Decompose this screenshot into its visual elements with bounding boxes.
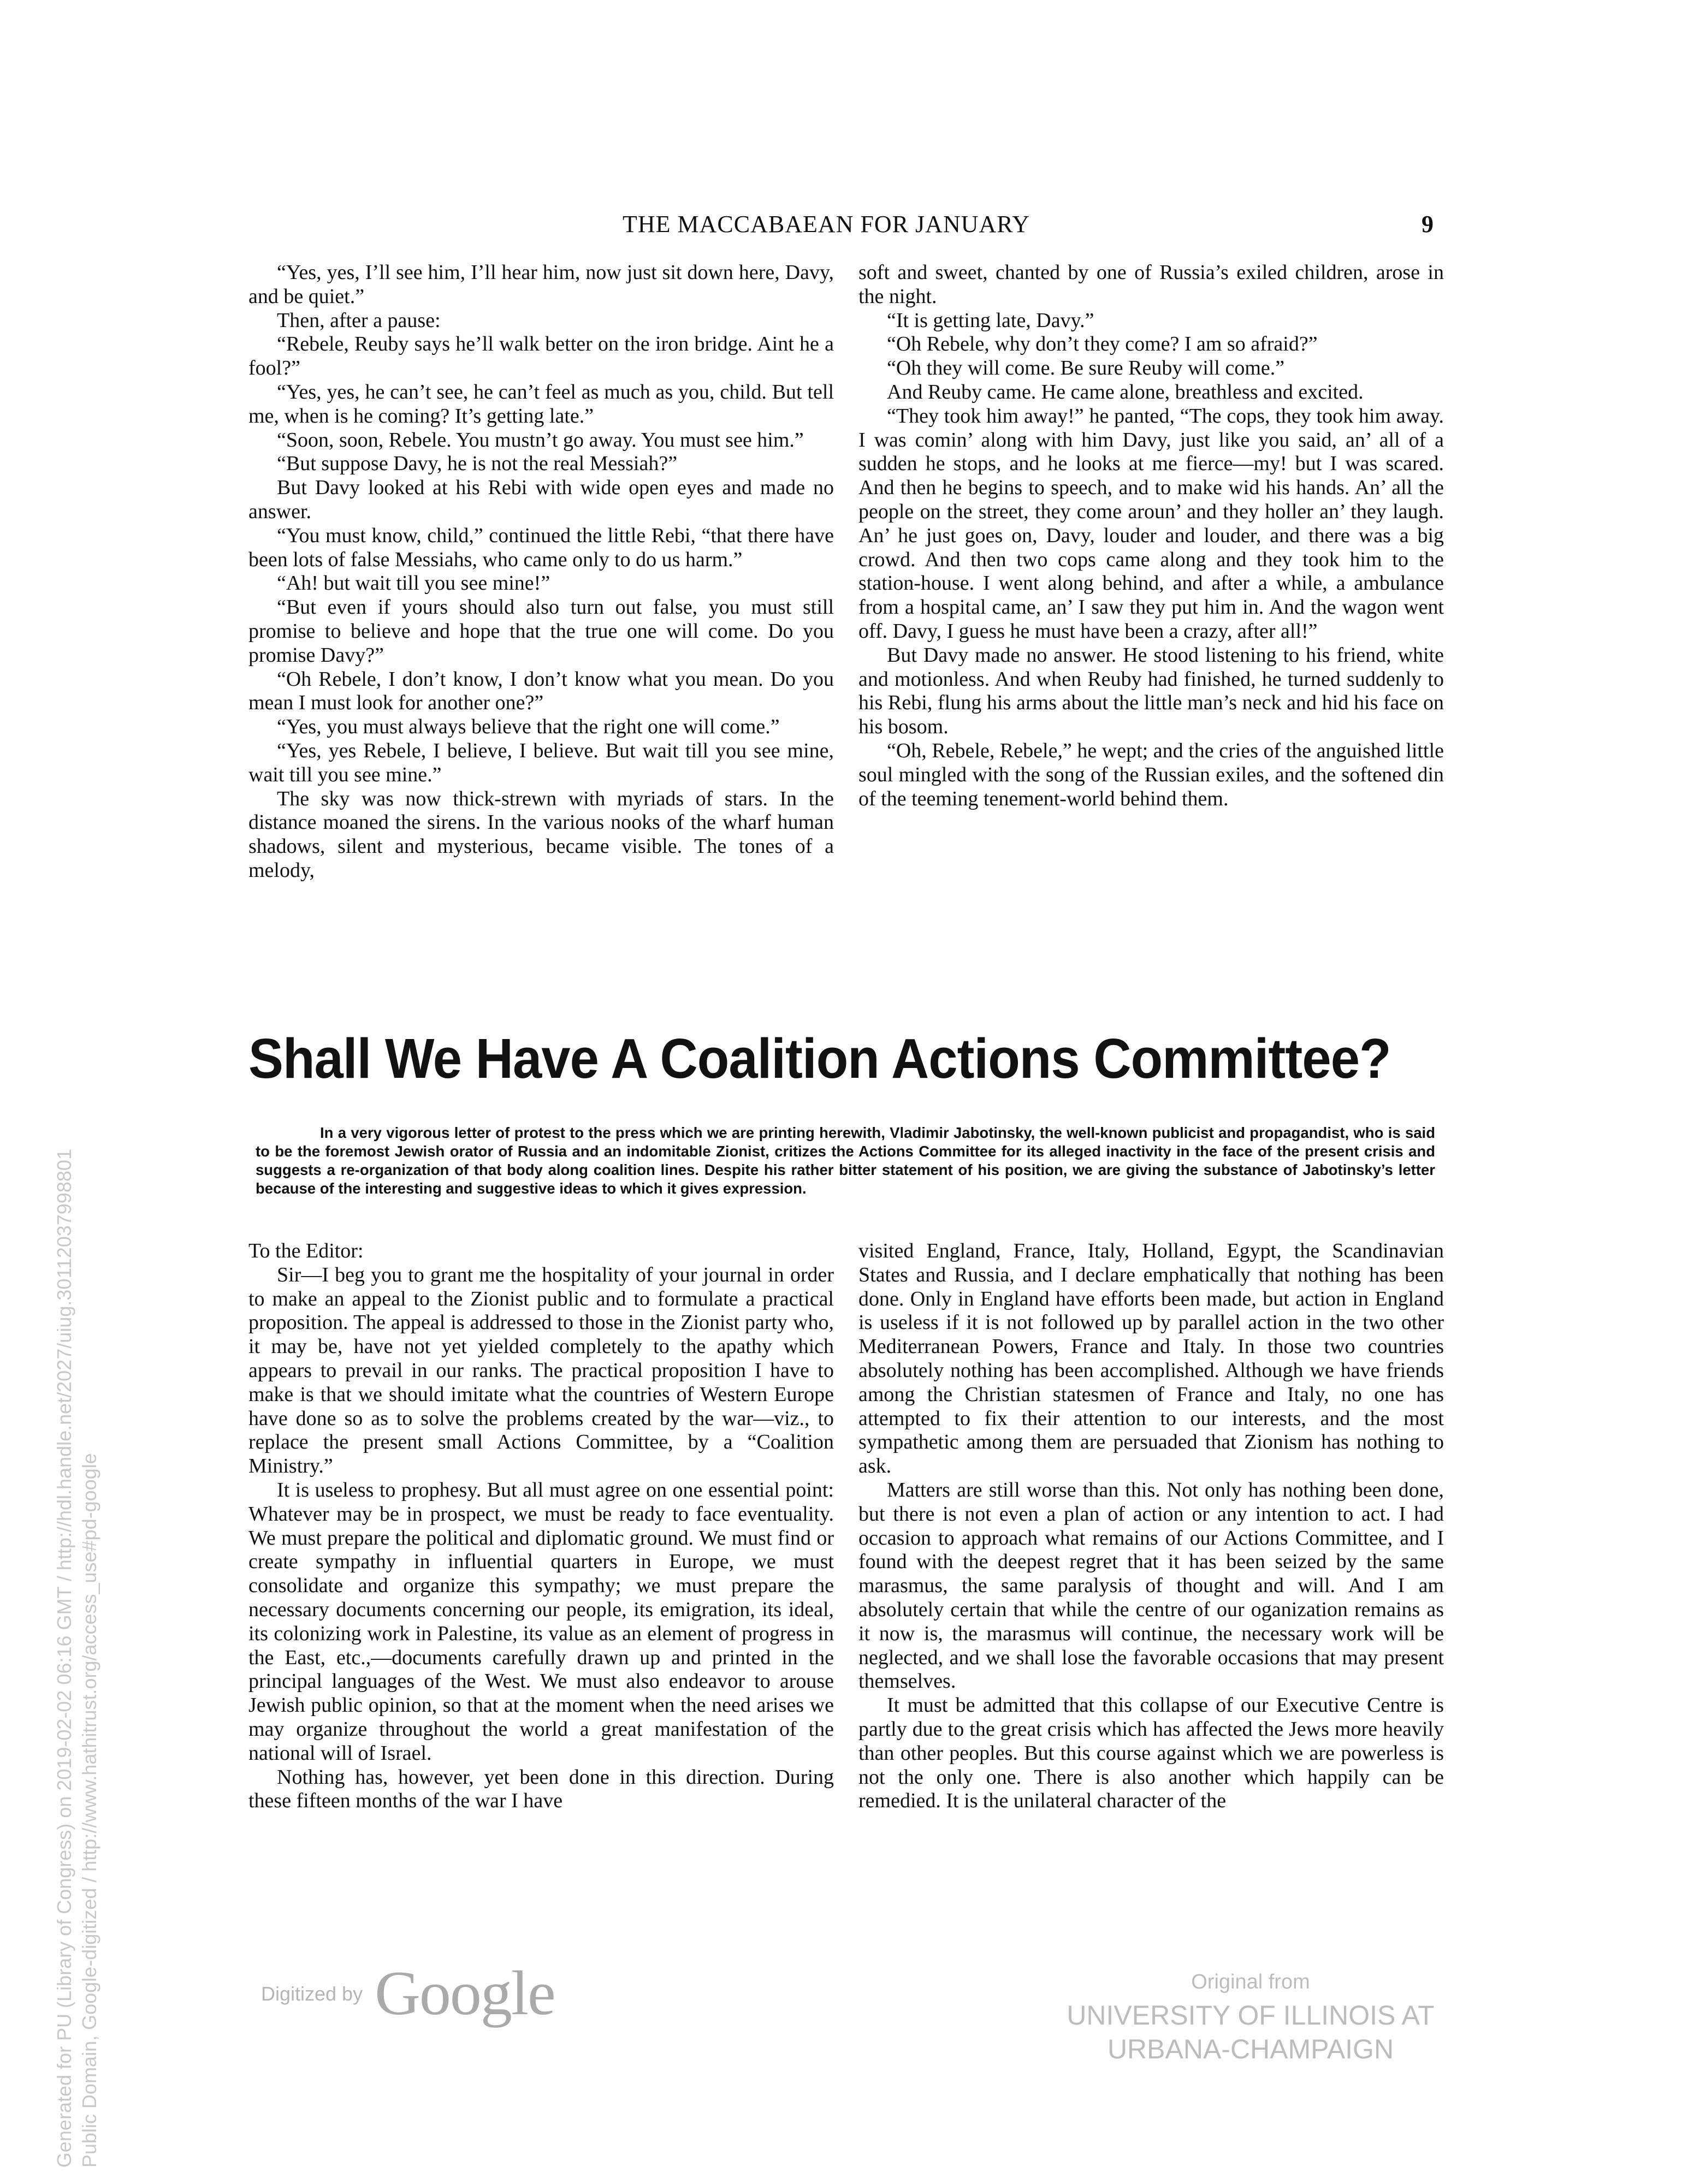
story-paragraph: “Yes, yes Rebele, I believe, I believe. But wait till you see mine, wait till you see mine.” [248, 739, 834, 786]
margin-note-line: Generated for PU (Library of Congress) on 2019-02-02 06:16 GMT / http://hdl.handle.net/2027/uiug.30112037998801 [53, 1149, 75, 2168]
story-paragraph: “Oh they will come. Be sure Reuby will come.” [887, 357, 1285, 380]
story-paragraph: “It is getting late, Davy.” [887, 308, 1094, 332]
digitized-by-stamp [261, 1957, 555, 2030]
original-from-stamp [1054, 1966, 1447, 2066]
story-paragraph: “But even if yours should also turn out false, you must still promise to believe and hope that the true one will come. Do you promise Davy?” [248, 596, 834, 667]
story-paragraph: The sky was now thick-strewn with myriads of stars. In the distance moaned the sirens. In the various nooks of the wharf human shadows, silent and mysterious, became visible. The tones of a melody, [248, 787, 834, 882]
story-paragraph: And Reuby came. He came alone, breathless and excited. [887, 380, 1364, 403]
story-paragraph: “Oh, Rebele, Rebele,” he wept; and the cries of the anguished little soul mingled with the song of the Russian exiles, and the softened din of the teeming tenement-world behind them. [858, 739, 1444, 810]
story-paragraph: But Davy looked at his Rebi with wide open eyes and made no answer. [248, 476, 834, 523]
story-paragraph: “They took him away!” he panted, “The cops, they took him away. I was comin’ along with him Davy, just like you said, an’ all of a sudden he stops, and he looks at me fierce—my! but I was scared. And then he begins to speech, and to make wid his hands. An’ all the people on the street, they come aroun’ and they holler an’ they laugh. An’ he just goes on, Davy, louder and louder, and there was a big crowd. And then two cops came along and they took him to the station-house. I went along behind, and after a while, a ambulance from a hospital came, an’ I saw they put him in. And the wagon went off. Davy, I guess he must have been a crazy, after all!” [858, 404, 1444, 643]
story-paragraph: “But suppose Davy, he is not the real Messiah?” [277, 452, 678, 476]
running-title: THE MACCABAEAN FOR JANUARY [623, 211, 1030, 238]
digitized-by-label: Digitized by [261, 1982, 363, 2005]
letter-paragraph: Nothing has, however, yet been done in this direction. During these fifteen months of the war I have [248, 1765, 834, 1813]
hathitrust-margin-note [52, 1149, 102, 2168]
story-paragraph: “Yes, yes, I’ll see him, I’ll hear him, now just sit down here, Davy, and be quiet.” [248, 261, 834, 308]
institution-name-line: URBANA-CHAMPAIGN [1107, 2034, 1394, 2064]
margin-note-line: Public Domain, Google-digitized / http://www.hathitrust.org/access_use#pd-google [78, 1453, 100, 2168]
letter-column-left [248, 1239, 834, 1813]
story-column-right [858, 261, 1444, 811]
original-from-label: Original from [1191, 1971, 1310, 1993]
story-paragraph: “Yes, yes, he can’t see, he can’t feel as much as you, child. But tell me, when is he coming? It’s getting late.” [248, 380, 834, 428]
story-paragraph: “You must know, child,” continued the little Rebi, “that there have been lots of false Messiahs, who came only to do us harm.” [248, 524, 834, 571]
story-paragraph: But Davy made no answer. He stood listening to his friend, white and motionless. And when Reuby had finished, he turned suddenly to his Rebi, flung his arms about the little man’s neck and hid his face on his bosom. [858, 643, 1444, 739]
letter-paragraph: Sir—I beg you to grant me the hospitality of your journal in order to make an appeal to the Zionist public and to formulate a practical proposition. The appeal is addressed to those in the Zionist party who, it may be, have not yet yielded completely to the apathy which appears to prevail in our ranks. The practical proposition I have to make is that we should imitate what the countries of Western Europe have done so as to solve the problems created by the war—viz., to replace the present small Actions Committee, by a “Coalition Ministry.” [248, 1263, 834, 1478]
letter-salutation: To the Editor: [248, 1239, 364, 1262]
letter-paragraph: It must be admitted that this collapse of our Executive Centre is partly due to the great crisis which has affected the Jews more heavily than other peoples. But this course against which we are powerless is not the only one. There is also another which happily can be remedied. It is the unilateral character of the [858, 1694, 1444, 1813]
page-number: 9 [1422, 211, 1434, 238]
story-paragraph: “Ah! but wait till you see mine!” [277, 572, 550, 595]
institution-name-line: UNIVERSITY OF ILLINOIS AT [1067, 2000, 1435, 2031]
google-logo: Google [375, 1959, 555, 2028]
story-paragraph: “Yes, you must always believe that the right one will come.” [277, 715, 780, 739]
letter-paragraph: visited England, France, Italy, Holland, Egypt, the Scandinavian States and Russia, and I declare emphatically that nothing has been done. Only in England have efforts been made, but action in England is useless if it is not followed up by parallel action in the two other Mediterranean Powers, France and Italy. In those two countries absolutely nothing has been accomplished. Although we have friends among the Christian statesmen of France and Italy, no one has attempted to fix their attention to our interests, and the most sympathetic among them are persuaded that Zionism has nothing to ask. [858, 1239, 1444, 1478]
story-paragraph: “Soon, soon, Rebele. You mustn’t go away. You must see him.” [277, 428, 804, 452]
article-intro: In a very vigorous letter of protest to the press which we are printing herewith, Vladimir Jabotinsky, the well-known publicist and propagandist, who is said to be the foremost Jewish orator of Russia and an indomitable Zionist, critizes the Actions Committee for its alleged inactivity in the face of the present crisis and suggests a re-organization of that body along coalition lines. Despite his rather bitter statement of his position, we are giving the substance of Jabotinsky’s letter because of the interesting and suggestive ideas to which it gives expression. [256, 1124, 1435, 1197]
story-paragraph: “Rebele, Reuby says he’ll walk better on the iron bridge. Aint he a fool?” [248, 333, 834, 380]
letter-column-right [858, 1239, 1444, 1813]
article-headline: Shall We Have A Coalition Actions Committee? [248, 1027, 1391, 1090]
story-paragraph: “Oh Rebele, why don’t they come? I am so afraid?” [887, 333, 1318, 356]
story-paragraph: Then, after a pause: [277, 308, 441, 332]
story-paragraph: “Oh Rebele, I don’t know, I don’t know what you mean. Do you mean I must look for another one?” [248, 667, 834, 715]
story-column-left [248, 261, 834, 883]
story-paragraph: soft and sweet, chanted by one of Russia’s exiled children, arose in the night. [858, 261, 1444, 308]
letter-paragraph: It is useless to prophesy. But all must agree on one essential point: Whatever may be in prospect, we must be ready to face eventuality. We must prepare the political and diplomatic ground. We must find or create sympathy in influential quarters in Europe, we must consolidate and organize this sympathy; we must prepare the necessary documents concerning our people, its emigration, its ideal, its colonizing work in Palestine, its value as an element of progress in the East, etc.,—documents carefully drawn up and printed in the principal languages of the West. We must also endeavor to arouse Jewish public opinion, so that at the moment when the need arises we may organize throughout the world a great manifestation of the national will of Israel. [248, 1478, 834, 1765]
letter-paragraph: Matters are still worse than this. Not only has nothing been done, but there is not even a plan of action or any intention to act. I had occasion to approach what remains of our Actions Committee, and I found with the deepest regret that it has been seized by the same marasmus, the same paralysis of thought and will. And I am absolutely certain that while the centre of our oganization remains as it now is, the marasmus will continue, the necessary work will be neglected, and we shall lose the favorable occasions that may present themselves. [858, 1478, 1444, 1693]
